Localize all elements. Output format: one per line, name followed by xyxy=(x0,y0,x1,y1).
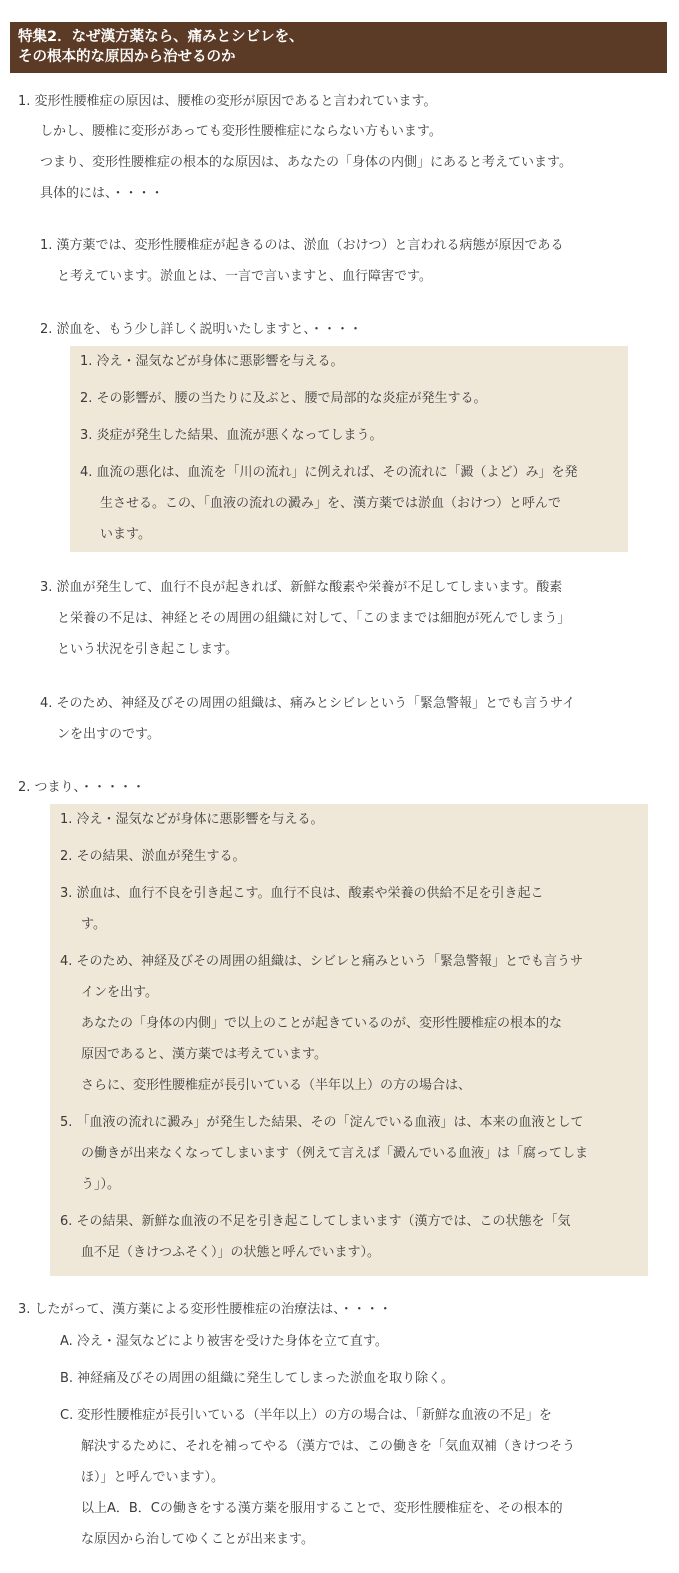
section-3-content xyxy=(60,1326,575,1555)
box2-item-5-line-3: う」）。 xyxy=(81,1177,121,1192)
s1-item-3-line-1: 3. 淤血が発生して、血行不良が起きれば、新鮮な酸素や栄養が不足してしまいます。酸素 xyxy=(40,580,563,595)
section-1-paragraph-4: 具体的には、・・・・ xyxy=(40,186,164,201)
box1-item-4-line-2: 生させる。この、「血液の流れの澱み」を、漢方薬では淤血（おけつ）と呼んで xyxy=(100,496,561,511)
feature-title-line-1: 特集2．なぜ漢方薬なら、痛みとシビレを、 xyxy=(18,29,304,45)
section-1-paragraph-3: つまり、変形性腰椎症の根本的な原因は、あなたの「身体の内側」にあると考えています。 xyxy=(40,155,572,170)
s1-item-4 xyxy=(40,688,575,750)
s3-summary-line-1: 以上A．B．Cの働きをする漢方薬を服用することで、変形性腰椎症を、その根本的 xyxy=(81,1501,563,1516)
box2-note-1: あなたの「身体の内側」で以上のことが起きているのが、変形性腰椎症の根本的な xyxy=(81,1016,563,1031)
box1-item-2: 2. その影響が、腰の当たりに及ぶと、腰で局部的な炎症が発生する。 xyxy=(80,391,487,406)
section-1-paragraph-2: しかし、腰椎に変形があっても変形性腰椎症にならない方もいます。 xyxy=(40,124,442,139)
section-3-heading: 3. したがって、漢方薬による変形性腰椎症の治療法は、・・・・ xyxy=(18,1302,392,1317)
box1-item-4-line-1: 4. 血流の悪化は、血流を「川の流れ」に例えれば、その流れに「澱（よど）み」を発 xyxy=(80,465,578,480)
detail-box-2-content xyxy=(60,804,588,1268)
s1-item-3-line-3: という状況を引き起こします。 xyxy=(57,642,238,657)
s1-item-2: 2. 淤血を、もう少し詳しく説明いたしますと、・・・・ xyxy=(40,322,363,337)
box1-item-1: 1. 冷え・湿気などが身体に悪影響を与える。 xyxy=(80,354,344,369)
s3-item-c-line-3: ほ）」と呼んでいます）。 xyxy=(81,1470,225,1485)
s1-item-4-line-2: ンを出すのです。 xyxy=(57,727,160,742)
s1-item-1-line-2: と考えています。淤血とは、一言で言いますと、血行障害です。 xyxy=(57,269,432,284)
box1-item-3: 3. 炎症が発生した結果、血流が悪くなってしまう。 xyxy=(80,428,383,443)
s3-item-a: A. 冷え・湿気などにより被害を受けた身体を立て直す。 xyxy=(60,1334,388,1349)
box2-item-5-line-2: の働きが出来なくなってしまいます（例えて言えば「澱んでいる血液」は「腐ってしま xyxy=(81,1146,589,1161)
box2-item-4-line-2: インを出す。 xyxy=(81,985,158,1000)
box2-item-5-line-1: 5. 「血液の流れに澱み」が発生した結果、その「淀んでいる血液」は、本来の血液として xyxy=(60,1115,584,1130)
box2-note-2: 原因であると、漢方薬では考えています。 xyxy=(81,1047,327,1062)
s3-item-c-line-1: C. 変形性腰椎症が長引いている（半年以上）の方の場合は、「新鮮な血液の不足」を xyxy=(60,1408,552,1423)
feature-title xyxy=(10,22,667,73)
box2-item-4-line-1: 4. そのため、神経及びその周囲の組織は、シビレと痛みという「緊急警報」とでも言うサ xyxy=(60,954,584,969)
box2-item-6-line-2: 血不足（きけつふそく）」の状態と呼んでいます）。 xyxy=(81,1245,381,1260)
s1-item-3 xyxy=(40,572,570,665)
box1-item-4-line-3: います。 xyxy=(100,527,151,542)
box2-note-3: さらに、変形性腰椎症が長引いている（半年以上）の方の場合は、 xyxy=(81,1078,472,1093)
s3-item-b: B. 神経痛及びその周囲の組織に発生してしまった淤血を取り除く。 xyxy=(60,1371,454,1386)
box2-item-1: 1. 冷え・湿気などが身体に悪影響を与える。 xyxy=(60,812,324,827)
box2-item-3-line-1: 3. 淤血は、血行不良を引き起こす。血行不良は、酸素や栄養の供給不足を引き起こ xyxy=(60,886,544,901)
box2-item-2: 2. その結果、淤血が発生する。 xyxy=(60,849,246,864)
s1-item-1 xyxy=(40,230,564,292)
section-1-heading: 1. 変形性腰椎症の原因は、腰椎の変形が原因であると言われています。 xyxy=(18,94,437,109)
section-2-heading: 2. つまり、・・・・・ xyxy=(18,780,146,795)
detail-box-1-content xyxy=(80,346,578,550)
box2-item-3-line-2: す。 xyxy=(81,917,106,932)
box2-item-6-line-1: 6. その結果、新鮮な血液の不足を引き起こしてしまいます（漢方では、この状態を「気 xyxy=(60,1214,571,1229)
s1-item-4-line-1: 4. そのため、神経及びその周囲の組織は、痛みとシビレという「緊急警報」とでも言うサイ xyxy=(40,696,576,711)
s1-item-1-line-1: 1. 漢方薬では、変形性腰椎症が起きるのは、淤血（おけつ）と言われる病態が原因である xyxy=(40,238,564,253)
s3-summary-line-2: な原因から治してゆくことが出来ます。 xyxy=(81,1532,314,1547)
s1-item-3-line-2: と栄養の不足は、神経とその周囲の組織に対して、「このままでは細胞が死んでしまう」 xyxy=(57,611,571,626)
s3-item-c-line-2: 解決するために、それを補ってやる（漢方では、この働きを「気血双補（きけつそう xyxy=(81,1439,576,1454)
feature-title-line-2: その根本的な原因から治せるのか xyxy=(18,49,236,65)
